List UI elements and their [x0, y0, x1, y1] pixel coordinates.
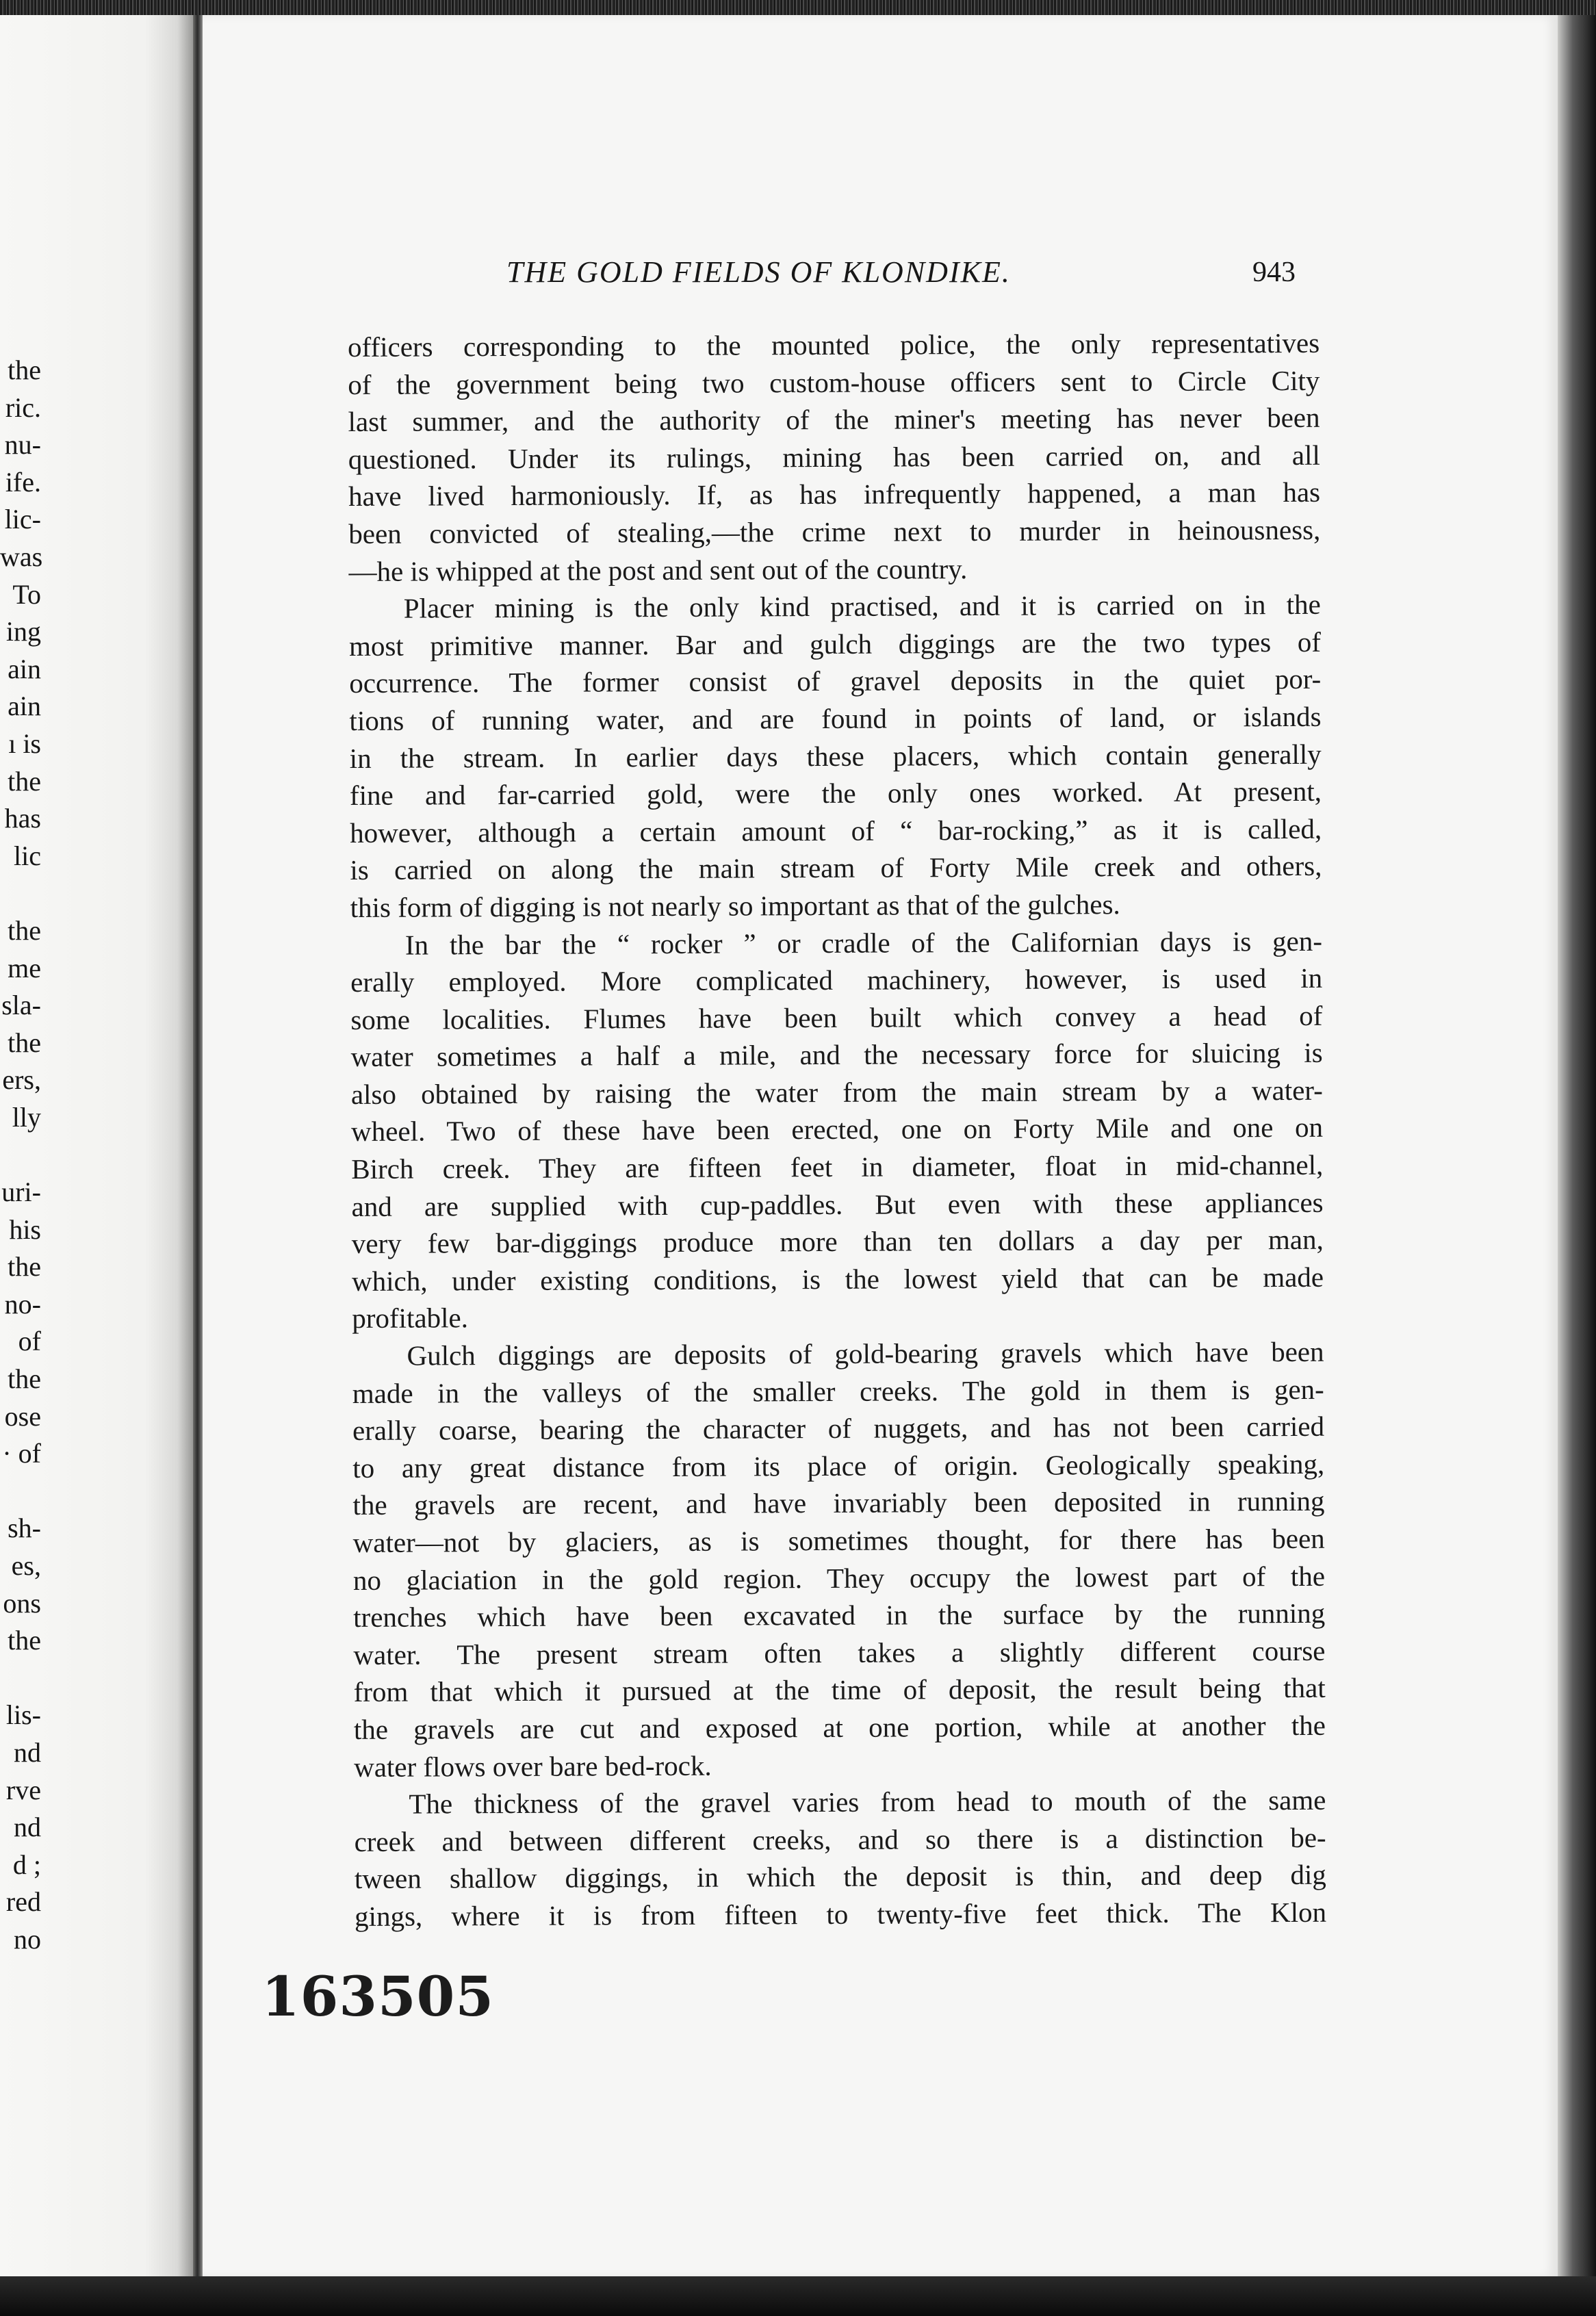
page-number: 943: [1252, 257, 1296, 288]
left-page-fragment: [0, 1660, 41, 1697]
left-page-fragment: sh-: [8, 1513, 41, 1544]
text-line: erally coarse, bearing the character of nuggets, and has not been carried: [352, 1411, 1325, 1447]
text-line: officers corresponding to the mounted police, the only representatives: [348, 326, 1320, 363]
text-line: no glaciation in the gold region. They occupy the lowest part of the: [352, 1560, 1326, 1596]
text-line: tions of running water, and are found in points of land, or islands: [349, 700, 1322, 736]
text-line: this form of digging is not nearly so important as that of the gulches.: [350, 888, 1120, 923]
text-line: creek and between different creeks, and so there is a distinction be-: [354, 1821, 1326, 1857]
accession-number-stamp: 163505: [261, 1964, 494, 2029]
text-line: Gulch diggings are deposits of gold-bearing gravels which have been: [407, 1335, 1324, 1372]
left-page-fragment: has: [4, 803, 41, 834]
left-page-fragment: was: [0, 541, 43, 572]
text-line: most primitive manner. Bar and gulch diggings are the two types of: [348, 626, 1322, 662]
left-page-fragment: [0, 1136, 41, 1174]
left-page-fragment: the: [8, 914, 41, 946]
left-page-fragment: no-: [4, 1288, 41, 1320]
left-page-fragment: the: [8, 765, 41, 797]
book-gutter: [193, 15, 203, 2276]
text-line: wheel. Two of these have been erected, one on Forty Mile and one on: [351, 1111, 1324, 1148]
text-line: to any great distance from its place of origin. Geologically speaking,: [352, 1448, 1325, 1484]
left-page-fragment: lly: [12, 1101, 41, 1133]
left-page-fragment: ain: [8, 653, 41, 684]
left-page-text-fragments: [0, 352, 41, 1959]
left-page-fragment: To: [12, 578, 41, 610]
left-page-fragment: d ;: [12, 1849, 41, 1880]
left-page-fragment: ife.: [5, 466, 41, 498]
left-page-fragment: rve: [5, 1774, 41, 1805]
text-line: water—not by glaciers, as is sometimes thought, for there has been: [352, 1522, 1325, 1558]
left-page-fragment: lis-: [5, 1699, 41, 1731]
left-page-fragment: the: [8, 1363, 41, 1395]
text-line: fine and far-carried gold, were the only ones worked. At present,: [349, 775, 1322, 812]
left-page-fragment: his: [9, 1213, 41, 1245]
text-line: have lived harmoniously. If, as has infrequently happened, a man has: [348, 476, 1321, 513]
left-page-fragment: ose: [4, 1400, 41, 1432]
text-line: made in the valleys of the smaller creeks. The gold in them is gen-: [352, 1373, 1324, 1409]
text-line: trenches which have been excavated in the surface by the running: [353, 1597, 1326, 1634]
text-line: water flows over bare bed-rock.: [354, 1749, 712, 1783]
text-line: however, although a certain amount of “ bar-rocking,” as it is called,: [350, 812, 1322, 849]
left-page-fragment: the: [8, 1251, 41, 1283]
left-page-fragment: nd: [14, 1736, 41, 1768]
text-line: and are supplied with cup-paddles. But even with these appliances: [351, 1186, 1324, 1222]
left-page-fragment: [0, 1473, 41, 1510]
left-page-fragment: the: [8, 1027, 41, 1058]
text-line: profitable.: [352, 1302, 469, 1335]
text-line: Placer mining is the only kind practised, and it is carried on in the: [403, 588, 1321, 624]
left-page-fragment: [0, 875, 41, 912]
left-page-fragment: ric.: [5, 391, 41, 423]
left-page-fragment: sla-: [1, 990, 41, 1021]
text-line: which, under existing conditions, is the lowest yield that can be made: [351, 1261, 1324, 1297]
text-line: questioned. Under its rulings, mining has been carried on, and all: [348, 439, 1320, 475]
text-line: the gravels are cut and exposed at one portion, while at another the: [353, 1709, 1326, 1745]
text-line: in the stream. In earlier days these placers, which contain generally: [349, 738, 1322, 774]
left-page-fragment: uri-: [1, 1176, 41, 1208]
text-line: occurrence. The former consist of gravel deposits in the quiet por-: [349, 663, 1322, 699]
text-line: water sometimes a half a mile, and the necessary force for sluicing is: [350, 1037, 1323, 1073]
text-line: from that which it pursued at the time of deposit, the result being that: [353, 1672, 1326, 1708]
left-page-fragment: the: [8, 1625, 41, 1656]
left-page-fragment: · of: [2, 1438, 41, 1469]
left-page-fragment: of: [18, 1326, 41, 1357]
left-page-fragment: ers,: [2, 1064, 41, 1096]
left-page-fragment: lic-: [4, 504, 41, 535]
text-line: tween shallow diggings, in which the deposit is thin, and deep dig: [354, 1859, 1326, 1895]
text-line: also obtained by raising the water from the main stream by a water-: [350, 1074, 1323, 1110]
text-line: The thickness of the gravel varies from head to mouth of the same: [409, 1784, 1326, 1820]
left-page-fragment: red: [5, 1886, 41, 1918]
left-page-fragment: nu-: [4, 429, 41, 461]
text-line: last summer, and the authority of the miner's meeting has never been: [348, 401, 1320, 438]
text-line: In the bar the “ rocker ” or cradle of the Californian days is gen-: [404, 925, 1323, 961]
running-title: THE GOLD FIELDS OF KLONDIKE.: [506, 255, 1011, 289]
left-page-fragment: ons: [3, 1587, 41, 1619]
text-line: water. The present stream often takes a slightly different course: [353, 1634, 1326, 1671]
left-page-fragment: ı is: [8, 728, 41, 759]
text-line: of the government being two custom-house officers sent to Circle City: [348, 364, 1320, 400]
page-header: [506, 255, 1314, 296]
scan-top-border: [0, 0, 1596, 16]
text-line: erally employed. More complicated machinery, however, is used in: [350, 962, 1323, 999]
text-line: very few bar-diggings produce more than ten dollars a day per man,: [351, 1224, 1324, 1260]
left-page-fragment: lic: [14, 840, 41, 871]
text-line: been convicted of stealing,—the crime next to murder in heinousness,: [348, 513, 1321, 550]
left-page-fragment: the: [8, 355, 41, 385]
text-line: Birch creek. They are fifteen feet in diameter, float in mid-channel,: [351, 1148, 1324, 1185]
page-right-edge: [1558, 15, 1596, 2278]
left-page-fragment: no: [14, 1923, 41, 1955]
scan-bottom-border: [0, 2276, 1596, 2316]
text-line: some localities. Flumes have been built which convey a head of: [350, 999, 1323, 1035]
text-line: —he is whipped at the post and sent out of the country.: [348, 552, 968, 587]
body-text: [348, 324, 1326, 1935]
left-page-fragment: ing: [5, 616, 41, 647]
left-facing-page: [0, 15, 193, 2276]
text-line: gings, where it is from fifteen to twenty-five feet thick. The Klon: [355, 1896, 1327, 1932]
left-page-fragment: ain: [8, 691, 41, 722]
left-page-fragment: nd: [14, 1812, 41, 1843]
text-line: is carried on along the main stream of Forty Mile creek and others,: [350, 850, 1322, 886]
left-page-fragment: es,: [11, 1550, 41, 1581]
text-line: the gravels are recent, and have invariably been deposited in running: [352, 1485, 1325, 1521]
left-page-fragment: me: [8, 952, 41, 983]
